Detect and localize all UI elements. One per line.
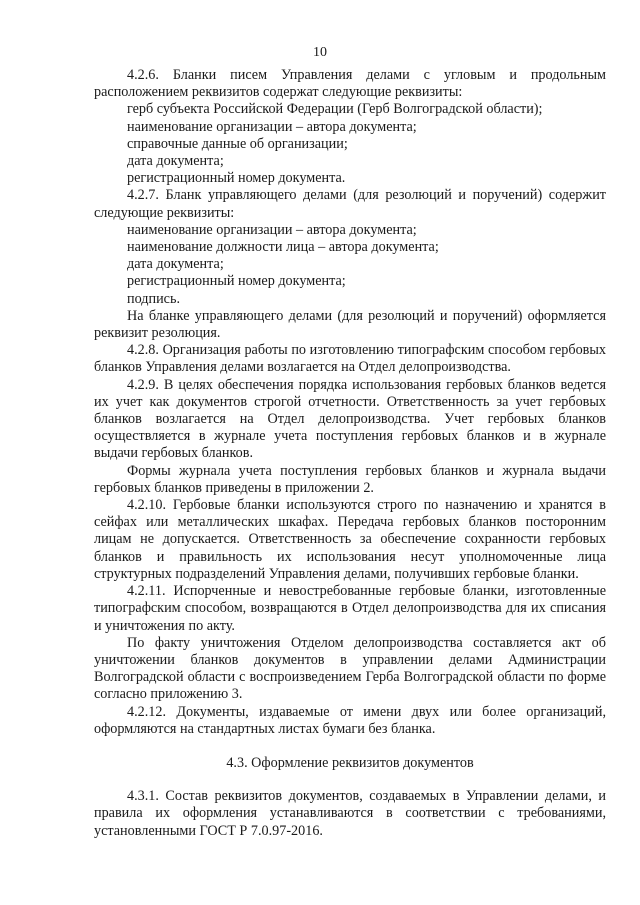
list-item: регистрационный номер документа; — [127, 273, 346, 290]
list-item: наименование должности лица – автора документа; — [127, 239, 439, 256]
paragraph-4-2-9: 4.2.9. В целях обеспечения порядка использования гербовых бланков ведется их учет как документов строгой отчетности. Ответственность за учет гербовых бланков возлагается на Отдел делопроизводства. Учет гербовых бланков осуществляется в журнале учета поступления гербовых бланков и в журнале выдачи гербовых бланков. — [94, 376, 606, 462]
list-item: дата документа; — [127, 153, 224, 170]
paragraph-4-2-10: 4.2.10. Гербовые бланки используются строго по назначению и хранятся в сейфах или металлических шкафах. Передача гербовых бланков посторонним лицам не допускается. Ответственность за обеспечение сохранности гербовых бланков и правильность их использования несут уполномоченные лица структурных подразделений Управления делами, получивших гербовые бланки. — [94, 497, 606, 582]
paragraph-4-2-7: 4.2.7. Бланк управляющего делами (для резолюций и поручений) содержит следующие реквизиты: — [94, 187, 606, 221]
paragraph-4-2-8: 4.2.8. Организация работы по изготовлению типографским способом гербовых бланков Управления делами возлагается на Отдел делопроизводства. — [94, 342, 606, 376]
document-body — [94, 67, 606, 840]
page-number: 10 — [313, 45, 327, 60]
paragraph-resolution: На бланке управляющего делами (для резолюций и поручений) оформляется реквизит резолюция. — [94, 307, 606, 342]
paragraph-4-3-1: 4.3.1. Состав реквизитов документов, создаваемых в Управлении делами, и правила их оформления устанавливаются в соответствии с требованиями, установленными ГОСТ Р 7.0.97-2016. — [94, 788, 606, 839]
paragraph-4-2-11: 4.2.11. Испорченные и невостребованные гербовые бланки, изготовленные типографским способом, возвращаются в Отдел делопроизводства для их списания и уничтожения по акту. — [94, 583, 606, 634]
paragraph-destruction-act: По факту уничтожения Отделом делопроизводства составляется акт об уничтожении бланков документов в управлении делами Администрации Волгоградской области с воспроизведением Герба Волгоградской области по форме согласно приложению 3. — [94, 634, 606, 703]
list-item: подпись. — [127, 290, 180, 307]
list-item: герб субъекта Российской Федерации (Герб Волгоградской области); — [127, 101, 543, 118]
list-4-2-7 — [94, 222, 606, 308]
list-item: регистрационный номер документа. — [127, 170, 346, 187]
section-heading: 4.3. Оформление реквизитов документов — [226, 754, 474, 771]
list-item: наименование организации – автора документа; — [127, 221, 417, 238]
list-item: справочные данные об организации; — [127, 135, 348, 152]
list-item: дата документа; — [127, 256, 224, 273]
paragraph-journal-forms: Формы журнала учета поступления гербовых бланков и журнала выдачи гербовых бланков приведены в приложении 2. — [94, 462, 606, 496]
paragraph-4-2-12: 4.2.12. Документы, издаваемые от имени двух или более организаций, оформляются на стандартных листах бумаги без бланка. — [94, 703, 606, 737]
list-item: наименование организации – автора документа; — [127, 118, 417, 135]
paragraph-4-2-6: 4.2.6. Бланки писем Управления делами с угловым и продольным расположением реквизитов содержат следующие реквизиты: — [94, 67, 606, 101]
list-4-2-6 — [94, 101, 606, 187]
